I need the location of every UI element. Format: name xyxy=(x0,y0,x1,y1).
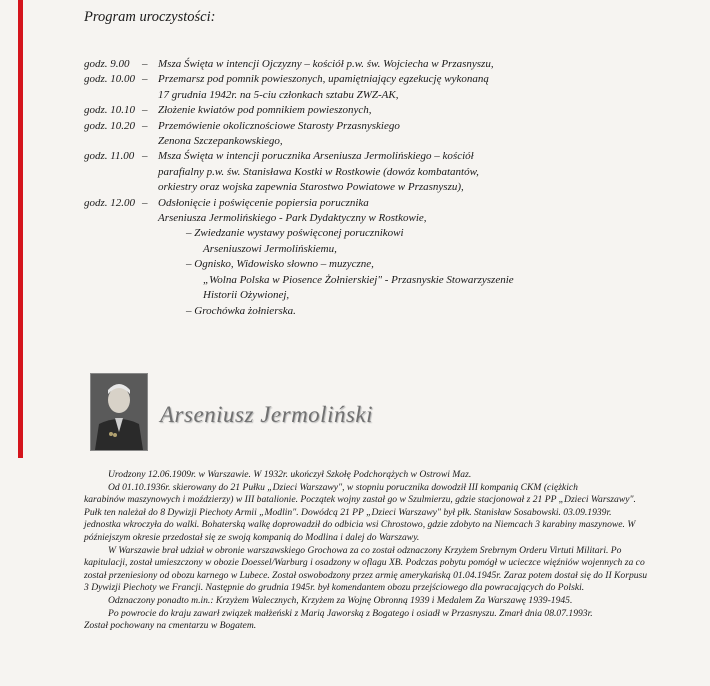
schedule-item: godz. 10.20 – Przemówienie okolicznościowe Starosty Przasnyskiego xyxy=(84,119,694,134)
schedule-item: godz. 12.00 – Odsłonięcie i poświęcenie popiersia porucznika xyxy=(84,196,694,211)
schedule-time: godz. 10.00 xyxy=(84,73,136,86)
schedule-text: Przemówienie okolicznościowe Starosty Przasnyskiego xyxy=(158,119,400,132)
schedule-text-cont: parafialny p.w. św. Stanisława Kostki w Rostkowie (dowóz kombatantów, xyxy=(158,165,479,178)
schedule-time: godz. 11.00 xyxy=(84,150,135,163)
portrait-icon xyxy=(91,374,147,450)
sub-item-cont: Arseniuszowi Jermolińskiemu, xyxy=(203,242,337,255)
bio-line: został przeniesiony od obozu karnego w Lubece. Został oswobodzony przez armię amerykańską 01.04.1945r. Zaraz potem dostał się do II Korpusu xyxy=(84,569,648,581)
bio-line: Odznaczony ponadto m.in.: Krzyżem Walecznych, Krzyżem za Wojnę Obronną 1939 i Medalem Za Warszawę 1939-1945. xyxy=(108,594,573,606)
bio-line: jednostka wkroczyła do walki. Bohaterską walkę doprowadził do odbicia wsi Chrostowo, gdzie zdobyto na Niemcach 3 karabiny maszynowe. W xyxy=(84,519,636,531)
schedule-text: Złożenie kwiatów pod pomnikiem powieszonych, xyxy=(158,104,372,117)
bio-line: kapitulacji, został umieszczony w obozie Doessel/Warburg i osadzony w oflagu XB. Podczas pobytu pomógł w ucieczce więźniów wojennych za co xyxy=(84,557,645,569)
schedule-item: godz. 10.10 – Złożenie kwiatów pod pomnikiem powieszonych, xyxy=(84,103,694,118)
portrait-photo xyxy=(90,373,148,451)
sub-item: – Grochówka żołnierska. xyxy=(186,304,296,317)
schedule-text-cont: 17 grudnia 1942r. na 5-ciu członkach sztabu ZWZ-AK, xyxy=(158,88,399,101)
person-heading: Arseniusz Jermoliński xyxy=(160,402,374,427)
red-accent-bar xyxy=(18,0,23,458)
schedule-text: Przemarsz pod pomnik powieszonych, upamiętniający egzekucję wykonaną xyxy=(158,73,489,86)
bio-line: Został pochowany na cmentarzu w Bogatem. xyxy=(84,620,257,632)
schedule-text: Msza Święta w intencji Ojczyzny – kościół p.w. św. Wojciecha w Przasnyszu, xyxy=(158,58,494,70)
sub-item-cont: Historii Ożywionej, xyxy=(203,289,290,302)
schedule-text-cont: Zenona Szczepankowskiego, xyxy=(158,135,283,148)
schedule-text: Msza Święta w intencji porucznika Arseniusza Jermolińskiego – kościół xyxy=(158,150,474,163)
schedule-text: Odsłonięcie i poświęcenie popiersia porucznika xyxy=(158,196,369,209)
schedule-list xyxy=(84,57,694,319)
schedule-time: godz. 10.20 xyxy=(84,119,136,132)
schedule-time: godz. 12.00 xyxy=(84,196,136,209)
bio-line: późniejszym okresie przedostał się ze swoją kompanią do Modlina i dalej do Warszawy. xyxy=(84,531,420,543)
bio-line: Urodzony 12.06.1909r. w Warszawie. W 1932r. ukończył Szkołę Podchorążych w Ostrowi Maz. xyxy=(108,469,472,480)
schedule-text-cont: Arseniusza Jermolińskiego - Park Dydaktyczny w Rostkowie, xyxy=(158,212,427,225)
bio-line: W Warszawie brał udział w obronie warszawskiego Grochowa za co został odznaczony Krzyżem Srebrnym Orderu Virtuti Militari. Po xyxy=(108,544,622,556)
schedule-item: godz. 11.00 – Msza Święta w intencji porucznika Arseniusza Jermolińskiego – kościół xyxy=(84,149,694,164)
sub-item: – Ognisko, Widowisko słowno – muzyczne, xyxy=(186,258,374,271)
bio-line: Od 01.10.1936r. skierowany do 21 Pułku „Dzieci Warszawy", w stopniu porucznika dowodził III kompanią CKM (ciężkich xyxy=(108,481,578,493)
sub-item-cont: „Wolna Polska w Piosence Żołnierskiej" - Przasnyskie Stowarzyszenie xyxy=(203,273,514,286)
biography xyxy=(84,469,704,633)
schedule-time: godz. 9.00 xyxy=(84,58,130,70)
sub-item: – Zwiedzanie wystawy poświęconej porucznikowi xyxy=(186,227,404,240)
bio-line: karabinów maszynowych i moździerzy) w III batalionie. Początek wojny zastał go w Szulmierzu, gdzie stacjonował z 21 PP „Dzieci Warszawy". xyxy=(84,494,636,506)
schedule-item: godz. 10.00 – Przemarsz pod pomnik powieszonych, upamiętniający egzekucję wykonaną xyxy=(84,72,694,87)
bio-line: 3 Dywizji Piechoty we Francji. Następnie do grudnia 1945r. był komendantem obozu przejściowego dla powracających do Polski. xyxy=(84,582,585,594)
schedule-text-cont: orkiestry oraz wojska zapewnia Starostwo Powiatowe w Przasnyszu), xyxy=(158,181,464,194)
schedule-item: godz. 9.00 – Msza Święta w intencji Ojczyzny – kościół p.w. św. Wojciecha w Przasnyszu, xyxy=(84,57,694,72)
bio-line: Pułk ten należał do 8 Dywizji Piechoty Armii „Modlin". Dowódcą 21 PP „Dzieci Warszawy" był płk. Stanisław Sosabowski. 03.09.1939r. xyxy=(84,506,612,518)
program-title: Program uroczystości: xyxy=(84,9,216,25)
bio-line: Po powrocie do kraju zawarł związek małżeński z Marią Jaworską z Bogatego i osiadł w Przasnyszu. Zmarł dnia 08.07.1993r. xyxy=(108,607,593,619)
schedule-time: godz. 10.10 xyxy=(84,104,136,117)
